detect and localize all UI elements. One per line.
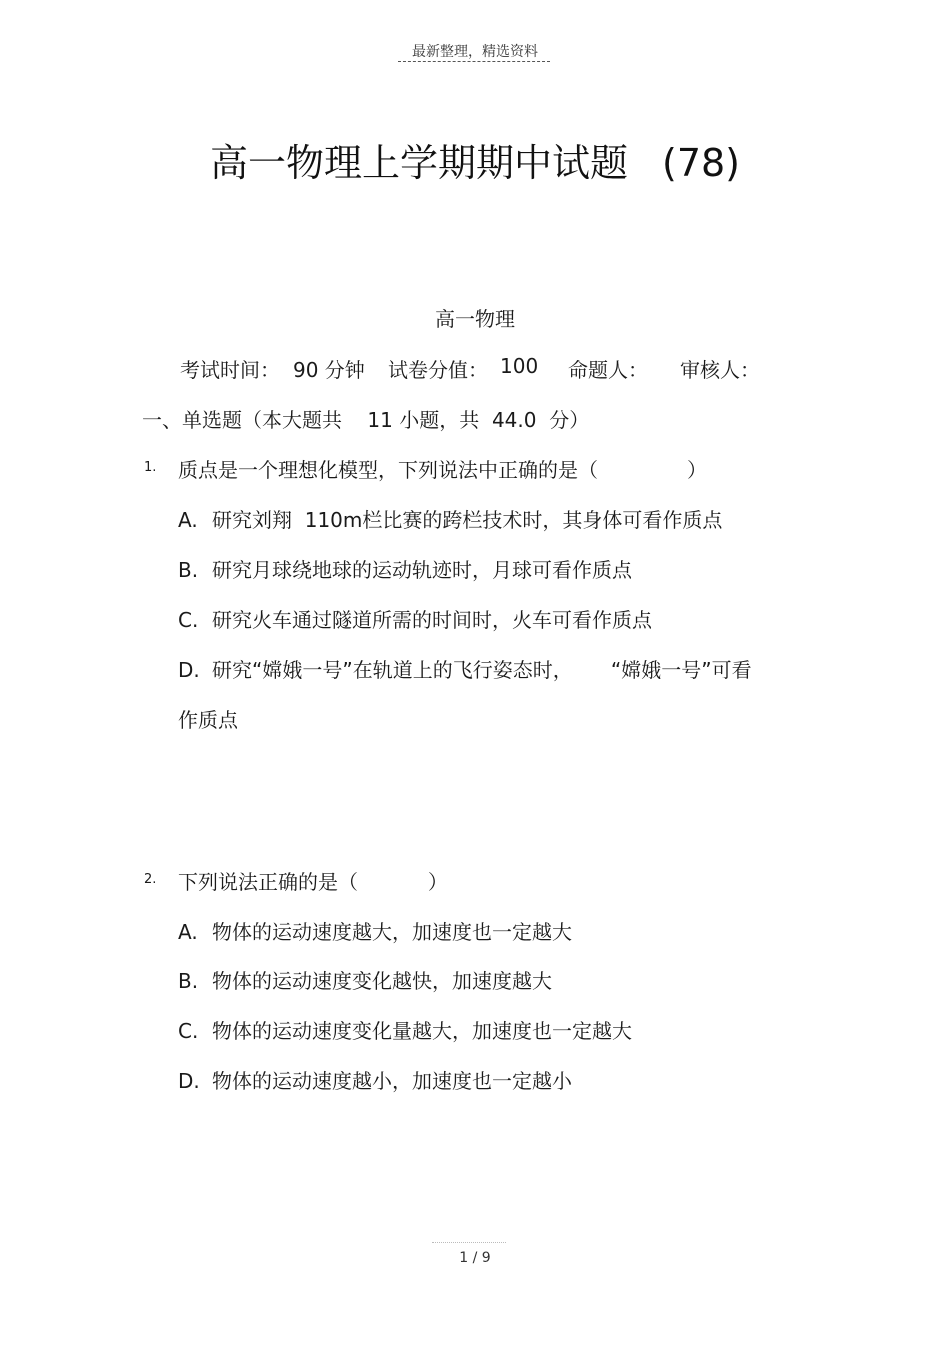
exam-time-value: 90 分钟 (293, 358, 365, 382)
option-text: 研究“嫦娥一号”在轨道上的飞行姿态时， “嫦娥一号”可看 (212, 658, 752, 682)
option-letter: A. (178, 920, 198, 944)
question-option (178, 916, 572, 945)
exam-score-label: 试卷分值： (388, 358, 488, 382)
footer-divider (432, 1242, 506, 1243)
exam-score-value: 100 (500, 354, 539, 378)
section-heading: 一、单选题（本大题共 11 小题，共 44.0 分） (142, 408, 590, 432)
option-letter: B. (178, 969, 199, 993)
document-title-text: 高一物理上学期期中试题 (209, 141, 628, 185)
question-number: 2. (144, 872, 157, 887)
option-letter: A. (178, 508, 198, 532)
page-number: 1 / 9 (459, 1250, 491, 1266)
option-text-continuation: 作质点 (178, 708, 238, 732)
option-text: 研究火车通过隧道所需的时间时，火车可看作质点 (212, 608, 652, 632)
header-note: 最新整理，精选资料 (412, 44, 538, 60)
subject-heading: 高一物理 (435, 307, 515, 331)
question-option (178, 965, 552, 994)
question-stem: 质点是一个理想化模型，下列说法中正确的是（ ） (178, 458, 708, 482)
question-option (178, 1065, 572, 1094)
option-letter: B. (178, 558, 199, 582)
document-title-number: (78) (662, 141, 741, 185)
document-title (0, 132, 950, 187)
option-text: 物体的运动速度变化量越大，加速度也一定越大 (212, 1019, 632, 1043)
question-number: 1. (144, 460, 157, 475)
option-text: 物体的运动速度越小，加速度也一定越小 (212, 1069, 572, 1093)
option-letter: C. (178, 608, 199, 632)
option-letter: D. (178, 1069, 200, 1093)
question-option (178, 554, 632, 583)
exam-author-label: 命题人： (568, 358, 648, 382)
question-option (178, 604, 652, 633)
exam-reviewer-label: 审核人： (680, 358, 760, 382)
exam-time-label: 考试时间： (180, 358, 280, 382)
option-text: 物体的运动速度变化越快，加速度越大 (212, 969, 552, 993)
question-stem: 下列说法正确的是（ ） (178, 870, 448, 894)
option-text: 物体的运动速度越大，加速度也一定越大 (212, 920, 572, 944)
option-text: 研究刘翔 110m栏比赛的跨栏技术时，其身体可看作质点 (212, 508, 723, 532)
option-letter: C. (178, 1019, 199, 1043)
question-option (178, 1015, 632, 1044)
option-text: 研究月球绕地球的运动轨迹时，月球可看作质点 (212, 558, 632, 582)
question-option (178, 504, 722, 533)
header-divider (398, 61, 550, 62)
option-letter: D. (178, 658, 200, 682)
question-option (178, 654, 752, 683)
